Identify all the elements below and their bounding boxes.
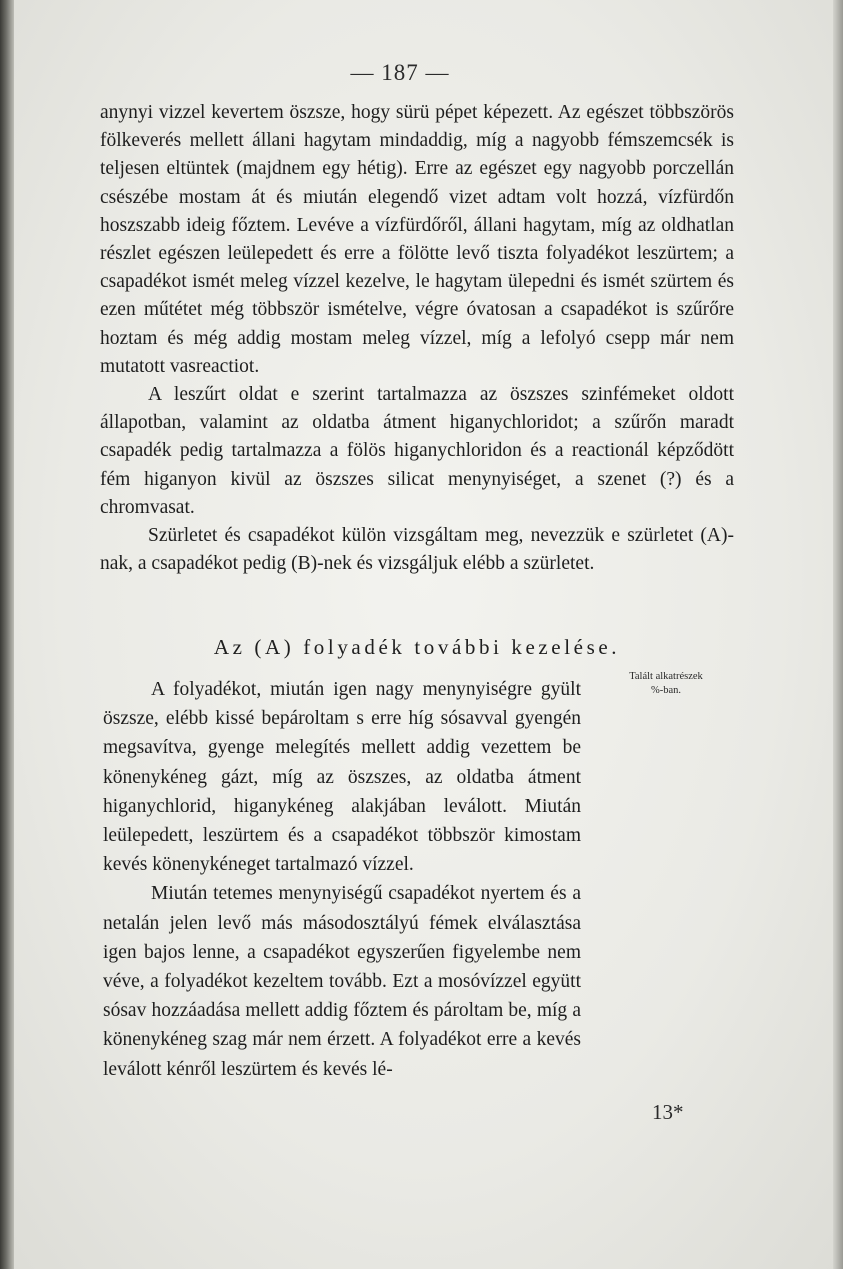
- paragraph-3: Szürletet és csapadékot külön vizsgáltam meg, nevezzük e szürletet (A)-nak, a csapadékot pedig (B)-nek és vizsgáljuk elébb a szürletet.: [100, 525, 734, 575]
- paragraph-5: Miután tetemes menynyiségű csapadékot nyertem és a netalán jelen levő más másodosztályú fémek elválasztása igen bajos lenne, a csapadékot egyszerűen figyelembe nem véve, a folyadékot kezeltem tovább. Ezt a mosóvízzel együtt sósav hozzáadása mellett addig főztem és pároltam be, míg a könenykéneg szag már nem érzett. A folyadékot erre a kevés leválott kénről leszürtem és kevés lé-: [103, 883, 581, 1080]
- page-number: — 187 —: [350, 60, 450, 85]
- page-edge-shadow: [833, 0, 843, 1269]
- intro-text-block: [100, 99, 734, 578]
- margin-column-header: [596, 670, 736, 698]
- margin-header-line-2: %-ban.: [650, 685, 682, 696]
- book-spine-shadow: [0, 0, 14, 1269]
- section-text-block: [103, 675, 581, 1084]
- printer-signature-mark: 13*: [652, 1100, 684, 1124]
- paragraph-4: A folyadékot, miután igen nagy menynyiségre gyült öszsze, elébb kissé bepároltam s erre híg sósavval gyengén megsavítva, gyenge melegítés mellett addig vezettem be könenykéneg gázt, míg az öszszes, az oldatba átment higanychlorid, higanykéneg alakjában leválott. Miután leülepedett, leszürtem és a csapadékot többször kimostam kevés könenykéneget tartalmazó vízzel.: [103, 679, 581, 876]
- paragraph-1: anynyi vizzel kevertem öszsze, hogy sürü pépet képezett. Az egészet többszörös fölkeverés mellett állani hagytam mindaddig, míg a nagyobb fémszemcsék is teljesen eltüntek (majdnem egy hétig). Erre az egészet egy nagyobb porczellán csészébe mostam át és miután elegendő vizet adtam volt hozzá, vízfürdőn hoszszabb ideig főztem. Levéve a vízfürdőről, állani hagytam, míg az oldhatlan részlet egészen leülepedett és erre a fölötte levő tiszta folyadékot leszürtem; a csapadékot ismét meleg vízzel kezelve, le hagytam ülepedni és ismét szürtem és ezen műtétet még többször ismételve, végre óvatosan a csapadékot is szűrőre hoztam és még addig mostam meleg vízzel, míg a lefolyó csepp már nem mutatott vasreactiot.: [100, 102, 734, 377]
- paragraph-2: A leszűrt oldat e szerint tartalmazza az öszszes szinfémeket oldott állapotban, valamint az oldatba átment higanychloridot; a szűrőn maradt csapadék pedig tartalmazza a fölös higanychloridon és a reactionál képződött fém higanyon kivül az öszszes silicat menynyiséget, a szenet (?) és a chromvasat.: [100, 384, 734, 518]
- section-heading: Az (A) folyadék további kezelése.: [213, 635, 621, 659]
- margin-header-line-1: Talált alkatrészek: [629, 671, 703, 682]
